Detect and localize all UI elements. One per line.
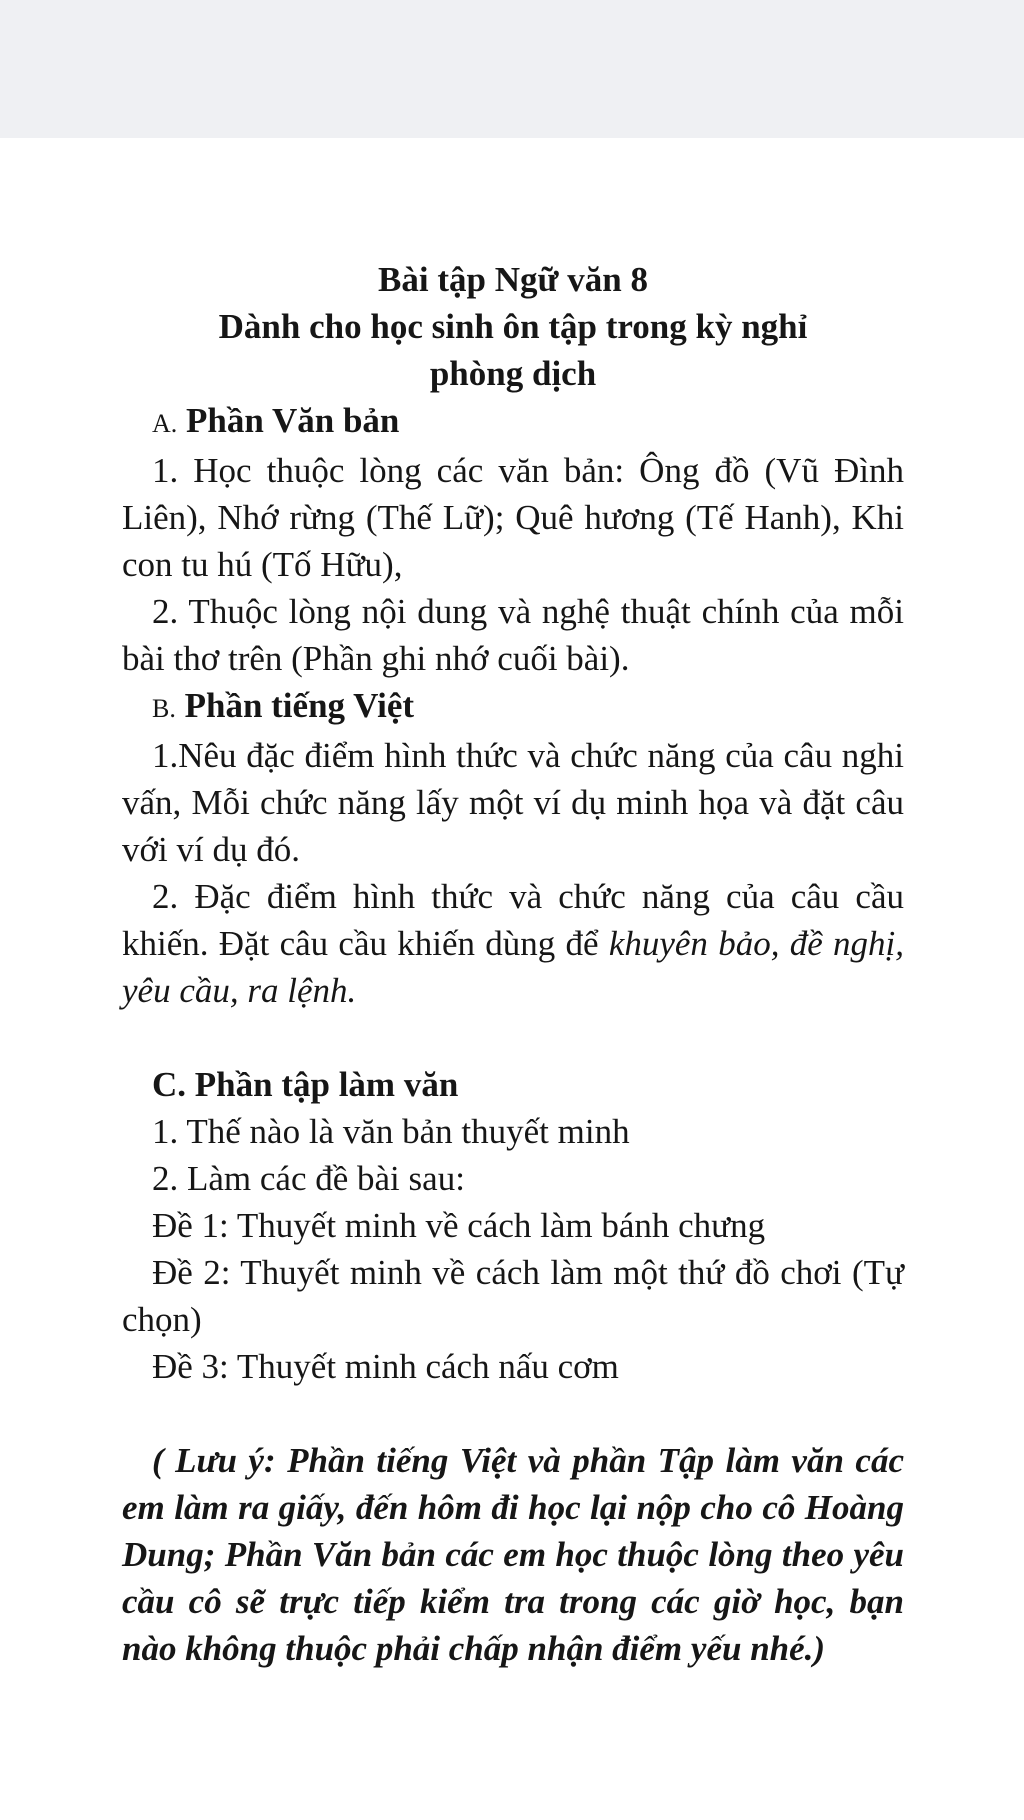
section-b-title: Phần tiếng Việt [184, 686, 415, 725]
note-paragraph: ( Lưu ý: Phần tiếng Việt và phần Tập làm văn các em làm ra giấy, đến hôm đi học lại nộp cho cô Hoàng Dung; Phần Văn bản các em học thuộc lòng theo yêu cầu cô sẽ trực tiếp kiểm tra trong các giờ học, bạn nào không thuộc phải chấp nhận điểm yếu nhé.) [122, 1441, 904, 1668]
section-a-letter: A. [152, 409, 178, 438]
document-title-line1: Bài tập Ngữ văn 8 [378, 260, 648, 299]
section-c-de1: Đề 1: Thuyết minh về cách làm bánh chưng [152, 1206, 766, 1245]
section-a-item2: 2. Thuộc lòng nội dung và nghệ thuật chính của mỗi bài thơ trên (Phần ghi nhớ cuối bài). [122, 592, 904, 678]
section-a-title: Phần Văn bản [186, 401, 400, 440]
section-b-item1: 1.Nêu đặc điểm hình thức và chức năng của câu nghi vấn, Mỗi chức năng lấy một ví dụ minh họa và đặt câu với ví dụ đó. [122, 736, 904, 869]
document-title-line3: phòng dịch [429, 354, 597, 393]
section-c-item1: 1. Thế nào là văn bản thuyết minh [152, 1112, 630, 1151]
section-c-de2: Đề 2: Thuyết minh về cách làm một thứ đồ chơi (Tự chọn) [122, 1253, 904, 1339]
section-b-item2 [122, 873, 904, 1014]
section-c-item2: 2. Làm các đề bài sau: [152, 1159, 465, 1198]
section-a-item1: 1. Học thuộc lòng các văn bản: Ông đồ (Vũ Đình Liên), Nhớ rừng (Thế Lữ); Quê hương (Tế Hanh), Khi con tu hú (Tố Hữu), [122, 451, 904, 584]
spacer [122, 1390, 904, 1437]
document-title-line2: Dành cho học sinh ôn tập trong kỳ nghỉ [218, 307, 808, 346]
spacer [122, 1014, 904, 1061]
section-c-de3: Đề 3: Thuyết minh cách nấu cơm [152, 1347, 619, 1386]
section-b-item2-italic: khuyên bảo, đề nghị, yêu cầu, ra lệnh. [122, 924, 904, 1010]
section-b-letter: B. [152, 694, 176, 723]
section-b-heading [122, 682, 904, 732]
top-status-band [0, 0, 1024, 138]
section-b-item2-text: 2. Đặc điểm hình thức và chức năng của câu cầu khiến. Đặt câu cầu khiến dùng để [122, 877, 904, 963]
section-c-heading: C. Phần tập làm văn [152, 1065, 459, 1104]
section-a-heading [122, 397, 904, 447]
document-body [122, 256, 904, 1672]
